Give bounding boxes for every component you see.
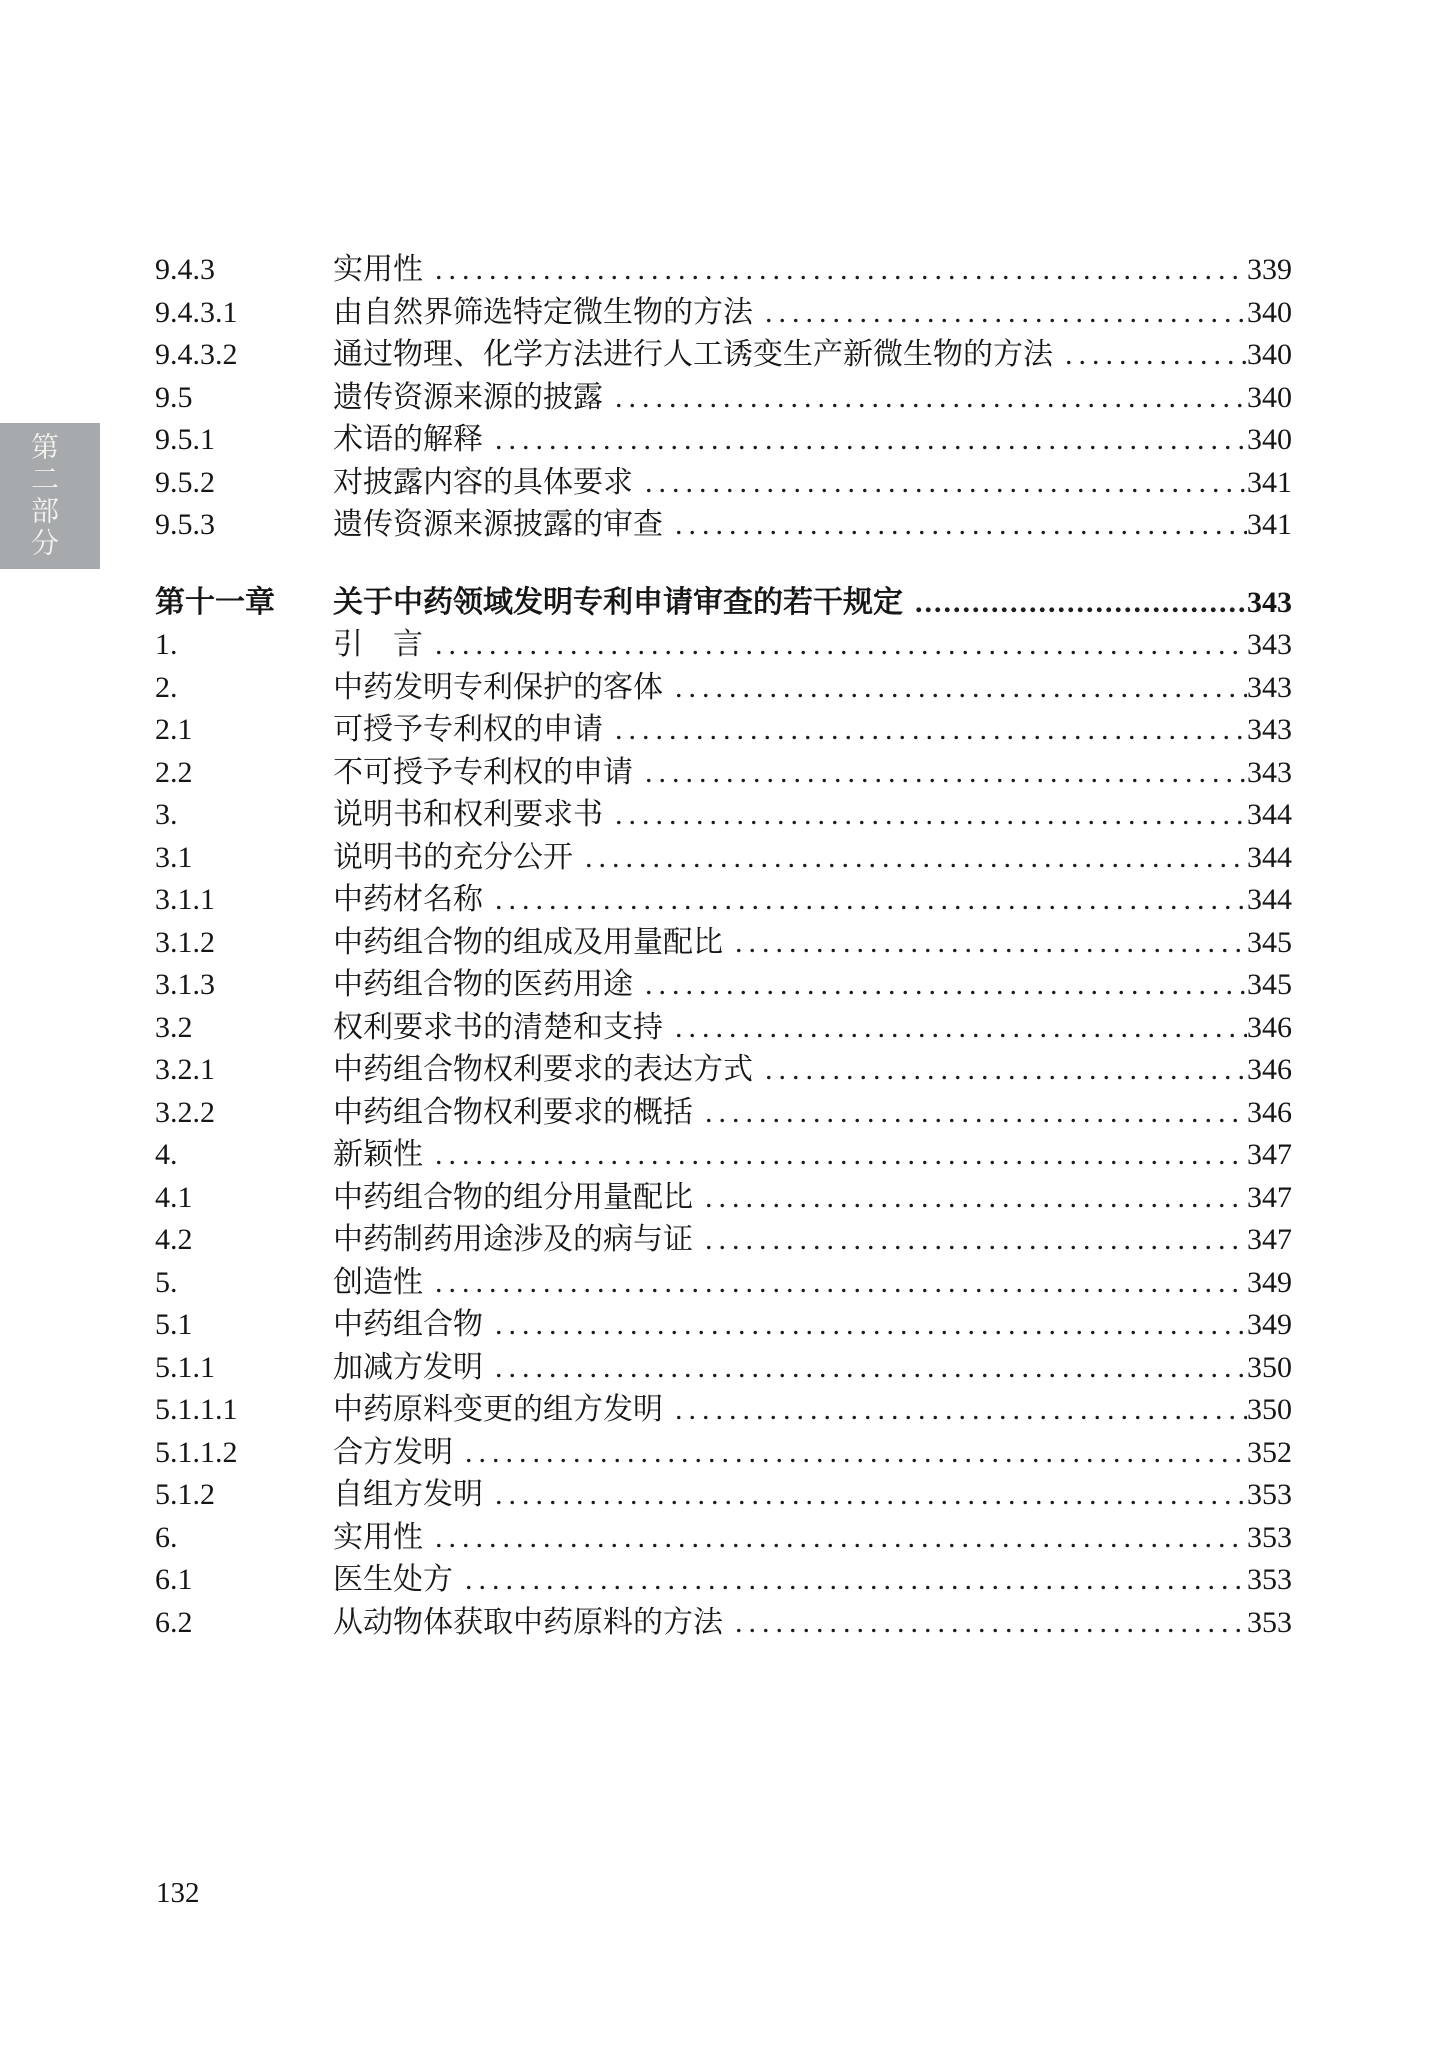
toc-entry-row (155, 794, 1292, 837)
dot-leader (663, 1389, 1247, 1432)
dot-leader (693, 1177, 1247, 1220)
toc-entry-page: 353 (1247, 1563, 1292, 1596)
toc-entry-page: 345 (1247, 925, 1292, 959)
toc-entry-title: 中药材名称 (333, 883, 483, 916)
dot-leader (723, 922, 1247, 965)
toc-entry-row (155, 1049, 1292, 1092)
toc-entry-number: 3.2.2 (155, 1095, 215, 1129)
dot-leader (423, 624, 1247, 667)
dot-leader (753, 292, 1247, 335)
toc-entry-row (155, 292, 1292, 335)
toc-entry-row (155, 462, 1292, 505)
toc-entry-page: 349 (1247, 1265, 1292, 1299)
toc-entry-title: 新颖性 (333, 1138, 423, 1171)
toc-entry-number: 9.4.3.1 (155, 295, 238, 329)
dot-leader (723, 1602, 1247, 1645)
toc-entry-row (155, 752, 1292, 795)
dot-leader (903, 582, 1247, 625)
toc-entry-number: 3.1.1 (155, 883, 215, 916)
toc-entry-number: 4.2 (155, 1223, 193, 1256)
dot-leader (1053, 334, 1247, 377)
toc-entry-row (155, 249, 1292, 292)
toc-entry-row (155, 922, 1292, 965)
dot-leader (603, 794, 1247, 837)
dot-leader (633, 964, 1247, 1007)
toc-entry-title: 说明书的充分公开 (333, 840, 573, 874)
dot-leader (663, 1007, 1247, 1050)
part-tab-label: 第二部分 (27, 432, 58, 560)
toc-entry-number: 2.1 (155, 713, 193, 746)
dot-leader (423, 1134, 1247, 1177)
dot-leader (423, 249, 1247, 292)
footer-page-number: 132 (156, 1877, 200, 1909)
toc-entry-page: 352 (1247, 1435, 1292, 1469)
dot-leader (483, 1474, 1247, 1517)
dot-leader (483, 879, 1247, 922)
toc-entry-row (155, 1134, 1292, 1177)
toc-entry-number: 2.2 (155, 755, 193, 789)
toc-entry-title: 中药制药用途涉及的病与证 (333, 1223, 693, 1256)
toc-entry-number: 9.5.3 (155, 508, 215, 541)
toc-entry-page: 353 (1247, 1520, 1292, 1554)
toc-entry-number: 9.4.3.2 (155, 338, 238, 371)
toc-entry-title: 中药组合物权利要求的概括 (333, 1095, 693, 1129)
toc-entry-number: 4. (155, 1138, 178, 1171)
toc-entry-row (155, 624, 1292, 667)
toc-entry-page: 350 (1247, 1393, 1292, 1426)
toc-entry-page: 346 (1247, 1053, 1292, 1086)
toc-entry-number: 第十一章 (155, 585, 275, 619)
toc-entry-title: 可授予专利权的申请 (333, 713, 603, 746)
toc-entry-page: 340 (1247, 423, 1292, 456)
dot-leader (663, 667, 1247, 710)
toc-entry-page: 340 (1247, 338, 1292, 371)
toc-entry-row (155, 419, 1292, 462)
toc-entry-number: 5.1.1.2 (155, 1435, 238, 1469)
toc-entry-title: 中药组合物权利要求的表达方式 (333, 1053, 753, 1086)
toc-entry-page: 347 (1247, 1180, 1292, 1214)
toc-entry-number: 6.2 (155, 1605, 193, 1639)
toc-entry-number: 5. (155, 1265, 178, 1299)
toc-entry-row (155, 1432, 1292, 1475)
toc-entry-number: 9.5.1 (155, 423, 215, 456)
toc-entry-title: 不可授予专利权的申请 (333, 755, 633, 789)
part-tab (0, 423, 100, 569)
toc-entry-page: 350 (1247, 1350, 1292, 1384)
toc-entry-row (155, 879, 1292, 922)
toc-entry-row (155, 1304, 1292, 1347)
toc-entry-title: 中药组合物 (333, 1308, 483, 1341)
toc-entry-number: 1. (155, 628, 178, 661)
dot-leader (453, 1432, 1247, 1475)
toc-entry-row (155, 1262, 1292, 1305)
toc-entry-row (155, 1219, 1292, 1262)
toc-entry-number: 3.1.2 (155, 925, 215, 959)
toc-entry-number: 5.1 (155, 1308, 193, 1341)
toc-entry-number: 3. (155, 798, 178, 831)
toc-entry-title: 从动物体获取中药原料的方法 (333, 1605, 723, 1639)
toc-entry-row (155, 964, 1292, 1007)
toc-entry-row (155, 1177, 1292, 1220)
toc-entry-page: 341 (1247, 465, 1292, 499)
toc-entry-number: 5.1.1 (155, 1350, 215, 1384)
toc-entry-title: 权利要求书的清楚和支持 (333, 1010, 663, 1044)
dot-leader (423, 1262, 1247, 1305)
toc-entry-title: 创造性 (333, 1265, 423, 1299)
toc-entry-page: 343 (1247, 628, 1292, 661)
toc-entry-title: 实用性 (333, 253, 423, 286)
toc-entry-row (155, 582, 1292, 625)
toc-entry-number: 3.1 (155, 840, 193, 874)
toc-entry-page: 347 (1247, 1138, 1292, 1171)
toc-entry-row (155, 837, 1292, 880)
toc-entry-page: 346 (1247, 1010, 1292, 1044)
toc-entry-row (155, 1559, 1292, 1602)
toc-entry-number: 2. (155, 670, 178, 704)
toc-entry-page: 345 (1247, 968, 1292, 1001)
toc-entry-title: 说明书和权利要求书 (333, 798, 603, 831)
toc-entry-number: 5.1.1.1 (155, 1393, 238, 1426)
toc-entry-title: 对披露内容的具体要求 (333, 465, 633, 499)
toc-entry-row (155, 1517, 1292, 1560)
toc-entry-page: 353 (1247, 1478, 1292, 1511)
toc-entry-number: 6.1 (155, 1563, 193, 1596)
toc-entry-title: 术语的解释 (333, 423, 483, 456)
dot-leader (633, 462, 1247, 505)
toc-entry-page: 340 (1247, 295, 1292, 329)
table-of-contents (155, 249, 1292, 1644)
dot-leader (693, 1219, 1247, 1262)
dot-leader (633, 752, 1247, 795)
toc-entry-number: 9.5.2 (155, 465, 215, 499)
toc-entry-page: 343 (1247, 670, 1292, 704)
dot-leader (483, 1347, 1247, 1390)
toc-entry-title: 遗传资源来源披露的审查 (333, 508, 663, 541)
toc-entry-page: 343 (1247, 585, 1292, 619)
toc-entry-title: 引 言 (333, 628, 423, 661)
toc-entry-title: 中药组合物的组成及用量配比 (333, 925, 723, 959)
toc-entry-number: 3.1.3 (155, 968, 215, 1001)
dot-leader (753, 1049, 1247, 1092)
toc-entry-page: 339 (1247, 253, 1292, 286)
toc-entry-number: 9.5 (155, 380, 193, 414)
toc-entry-page: 343 (1247, 755, 1292, 789)
toc-entry-row (155, 377, 1292, 420)
toc-entry-row (155, 1007, 1292, 1050)
toc-entry-page: 347 (1247, 1223, 1292, 1256)
toc-entry-title: 通过物理、化学方法进行人工诱变生产新微生物的方法 (333, 338, 1053, 371)
toc-entry-title: 合方发明 (333, 1435, 453, 1469)
toc-entry-number: 9.4.3 (155, 253, 215, 286)
toc-entry-title: 中药组合物的组分用量配比 (333, 1180, 693, 1214)
toc-entry-title: 实用性 (333, 1520, 423, 1554)
toc-entry-title: 自组方发明 (333, 1478, 483, 1511)
dot-leader (423, 1517, 1247, 1560)
toc-entry-page: 353 (1247, 1605, 1292, 1639)
toc-entry-page: 346 (1247, 1095, 1292, 1129)
toc-entry-row (155, 1474, 1292, 1517)
toc-entry-row (155, 334, 1292, 377)
dot-leader (603, 377, 1247, 420)
toc-entry-title: 关于中药领域发明专利申请审查的若干规定 (333, 585, 903, 619)
toc-entry-title: 由自然界筛选特定微生物的方法 (333, 295, 753, 329)
dot-leader (573, 837, 1247, 880)
dot-leader (483, 1304, 1247, 1347)
toc-entry-row (155, 1347, 1292, 1390)
toc-entry-number: 3.2.1 (155, 1053, 215, 1086)
dot-leader (693, 1092, 1247, 1135)
dot-leader (603, 709, 1247, 752)
dot-leader (483, 419, 1247, 462)
toc-entry-row (155, 1092, 1292, 1135)
toc-entry-number: 4.1 (155, 1180, 193, 1214)
toc-entry-number: 6. (155, 1520, 178, 1554)
toc-entry-row (155, 667, 1292, 710)
dot-leader (663, 504, 1247, 547)
toc-entry-title: 中药发明专利保护的客体 (333, 670, 663, 704)
toc-entry-row (155, 504, 1292, 547)
dot-leader (453, 1559, 1247, 1602)
toc-entry-row (155, 1389, 1292, 1432)
toc-entry-number: 5.1.2 (155, 1478, 215, 1511)
toc-entry-number: 3.2 (155, 1010, 193, 1044)
toc-entry-page: 343 (1247, 713, 1292, 746)
toc-entry-page: 344 (1247, 883, 1292, 916)
toc-entry-title: 医生处方 (333, 1563, 453, 1596)
toc-entry-page: 344 (1247, 840, 1292, 874)
toc-entry-title: 中药原料变更的组方发明 (333, 1393, 663, 1426)
toc-entry-page: 344 (1247, 798, 1292, 831)
toc-entry-page: 340 (1247, 380, 1292, 414)
toc-entry-title: 中药组合物的医药用途 (333, 968, 633, 1001)
toc-entry-page: 341 (1247, 508, 1292, 541)
toc-entry-row (155, 709, 1292, 752)
toc-entry-page: 349 (1247, 1308, 1292, 1341)
toc-entry-row (155, 1602, 1292, 1645)
toc-entry-title: 加减方发明 (333, 1350, 483, 1384)
toc-entry-title: 遗传资源来源的披露 (333, 380, 603, 414)
